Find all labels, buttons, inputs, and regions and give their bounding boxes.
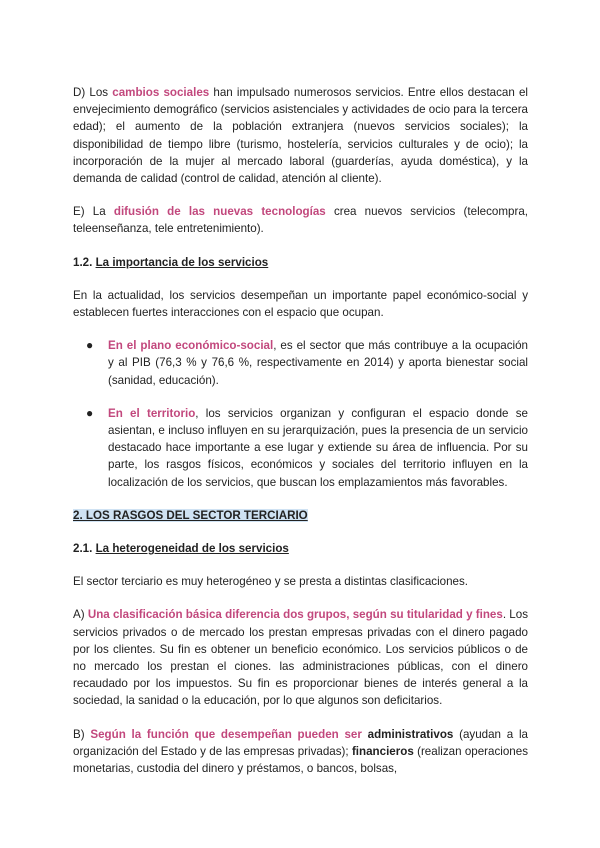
document-body <box>73 84 528 777</box>
heading-1-2 <box>73 254 528 271</box>
bullet-economic-text: , es el sector que más contribuye a la ocupación y al PIB (76,3 % y 76,6 %, respectivamente en 2014) y aporta bienestar social (sanidad, educación). <box>108 339 528 387</box>
paragraph-e <box>73 203 528 237</box>
heading-1-2-title: La importancia de los servicios <box>95 255 269 269</box>
paragraph-e-text: crea nuevos servicios (telecompra, teleenseñanza, tele entretenimiento). <box>73 205 528 236</box>
paragraph-b-text-2: (realizan operaciones monetarias, custodia del dinero y préstamos, o bancos, bolsas, <box>73 744 528 776</box>
paragraph-a <box>73 606 528 709</box>
bullet-dot-icon: ● <box>86 405 94 420</box>
paragraph-d-text: han impulsado numerosos servicios. Entre ellos destacan el envejecimiento demográfico (servicios asistenciales y actividades de ocio para la tercera edad); el aumento de la población extranjera (nuevos servicios sociales); la disponibilidad de tiempo libre (turismo, hostelería, servicios culturales y de ocio); la incorporación de la mujer al mercado laboral (guarderías, ayuda doméstica), y la demanda de calidad (control de calidad, atención al cliente). <box>73 86 528 186</box>
section-2-1-intro: El sector terciario es muy heterogéneo y se presta a distintas clasificaciones. <box>73 575 469 589</box>
paragraph-b <box>73 726 528 778</box>
heading-2-1-title: La heterogeneidad de los servicios <box>95 542 289 556</box>
bullet-territory-highlight: En el territorio <box>108 406 196 420</box>
paragraph-b-bold-administrativos: administrativos <box>367 727 454 741</box>
importance-bullet-list <box>73 337 528 491</box>
paragraph-b-bold-financieros: financieros <box>351 744 414 758</box>
bullet-territory-text: , los servicios organizan y configuran el espacio donde se asientan, e incluso influyen en su jerarquización, pues la presencia de un servicio destacado hace importante a ese lugar y extiende su área de influencia. Por su parte, los rasgos físicos, económicos y sociales del territorio influyen en la localización de los servicios, que buscan los emplazamientos más favorables. <box>108 406 528 489</box>
heading-2 <box>73 507 528 524</box>
paragraph-d-highlight: cambios sociales <box>112 86 210 99</box>
paragraph-a-highlight: Una clasificación básica diferencia dos grupos, según su titularidad y fines <box>87 608 503 622</box>
paragraph-b-text-1: (ayudan a la organización del Estado y de las empresas privadas); <box>73 727 528 758</box>
paragraph-b-highlight: Según la función que desempeñan pueden ser <box>90 727 362 741</box>
paragraph-b-prefix: B) <box>73 727 91 741</box>
paragraph-e-prefix: E) La <box>73 205 114 219</box>
heading-2-title: 2. LOS RASGOS DEL SECTOR TERCIARIO <box>73 508 308 522</box>
heading-2-1-number: 2.1. <box>73 542 96 556</box>
bullet-item-territory <box>86 405 528 491</box>
paragraph-d-prefix: D) Los <box>73 86 113 99</box>
paragraph-e-highlight: difusión de las nuevas tecnologías <box>113 205 326 219</box>
bullet-item-economic <box>86 337 528 389</box>
heading-2-1 <box>73 540 528 557</box>
section-1-2-intro: En la actualidad, los servicios desempeñan un importante papel económico-social y establecen fuertes interacciones con el espacio que ocupan. <box>73 288 528 320</box>
bullet-economic-highlight: En el plano económico-social <box>108 339 274 353</box>
heading-1-2-number: 1.2. <box>73 255 96 269</box>
bullet-dot-icon: ● <box>86 338 94 353</box>
paragraph-a-text: . Los servicios privados o de mercado los prestan empresas privadas con el dinero pagado por los clientes. Su fin es obtener un beneficio económico. Los servicios públicos o de no mercado los prestan el ciones. las administraciones públicas, con el dinero recaudado por los impuestos. Su fin es proporcionar bienes de interés general a la sociedad, la sanidad o la educación, por lo que algunos son deficitarios. <box>73 608 528 708</box>
paragraph-d <box>73 84 528 187</box>
paragraph-a-prefix: A) <box>73 608 88 622</box>
